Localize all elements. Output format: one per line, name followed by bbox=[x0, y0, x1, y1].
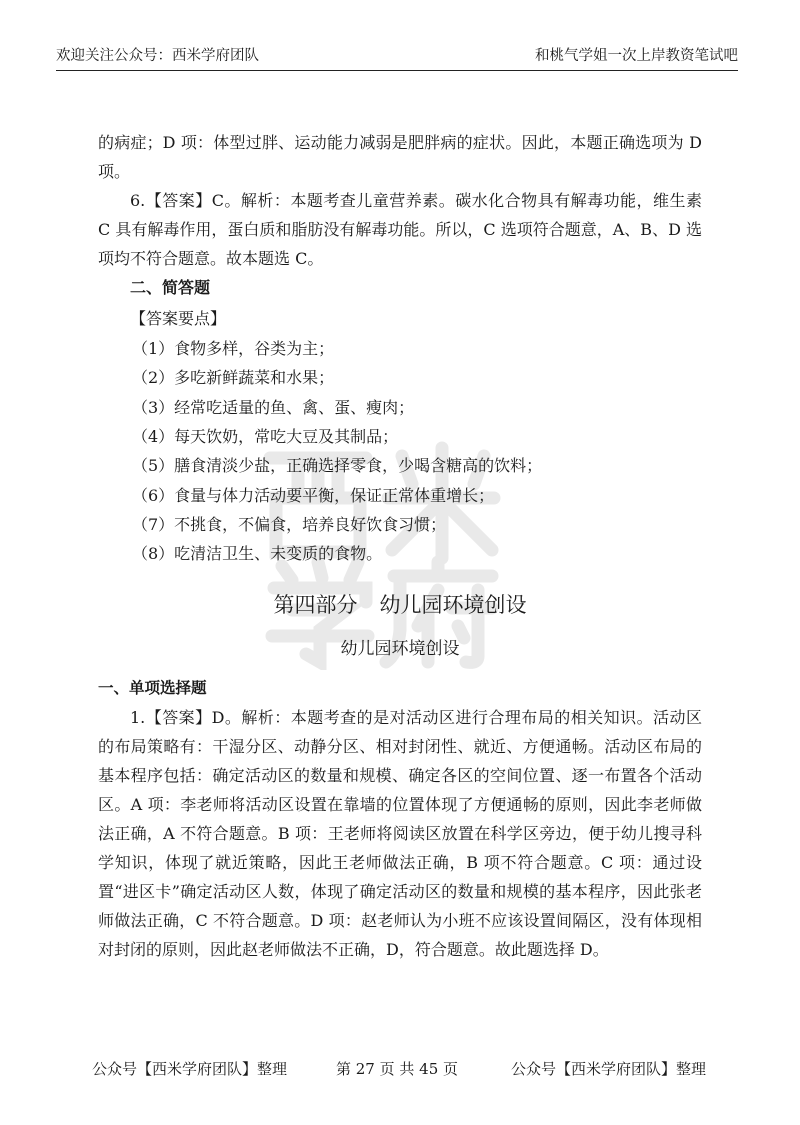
header-right-text: 和桃气学姐一次上岸教资笔试吧 bbox=[535, 48, 738, 64]
page-header bbox=[56, 46, 738, 71]
list-item: （5）膳食清淡少盐，正确选择零食，少喝含糖高的饮料； bbox=[132, 456, 543, 475]
footer-left-text: 公众号【西米学府团队】整理 bbox=[92, 1060, 288, 1078]
part-title bbox=[98, 590, 702, 620]
list-item: （1）食物多样，谷类为主； bbox=[132, 339, 335, 358]
header-left-text: 欢迎关注公众号：西米学府团队 bbox=[56, 48, 259, 64]
paragraph-continued: 的病症；D 项：体型过胖、运动能力减弱是肥胖病的症状。因此，本题正确选项为 D 项。 bbox=[98, 133, 702, 181]
chapter-subtitle: 幼儿园环境创设 bbox=[340, 639, 460, 659]
answer-6-paragraph: 6.【答案】C。解析：本题考查儿童营养素。碳水化合物具有解毒功能，维生素 C 具有解毒作用，蛋白质和脂肪没有解毒功能。所以，C 选项符合题意，A、B、D 选项均不符合题意。故本题选 C。 bbox=[98, 191, 702, 268]
answer-1-paragraph: 1.【答案】D。解析：本题考查的是对活动区进行合理布局的相关知识。活动区的布局策略有：干湿分区、动静分区、相对封闭性、就近、方便通畅。活动区布局的基本程序包括：确定活动区的数量和规模、确定各区的空间位置、逐一布置各个活动区。A 项：李老师将活动区设置在靠墙的位置体现了方便通畅的原则，因此李老师做法正确，A 不符合题意。B 项：王老师将阅读区放置在科学区旁边，便于幼儿搜寻科学知识，体现了就近策略，因此王老师做法正确，B 项不符合题意。C 项：通过设置“进区卡”确定活动区人数，体现了确定活动区的数量和规模的基本程序，因此张老师做法正确，C 不符合题意。D 项：赵老师认为小班不应该设置间隔区，没有体现相对封闭的原则，因此赵老师做法不正确，D，符合题意。故此题选择 D。 bbox=[98, 708, 702, 959]
page-number: 第 27 页 共 45 页 bbox=[336, 1060, 459, 1078]
answer-points-title: 【答案要点】 bbox=[130, 309, 227, 328]
list-item: （4）每天饮奶，常吃大豆及其制品； bbox=[132, 427, 399, 446]
list-item: （8）吃清洁卫生、未变质的食物。 bbox=[132, 544, 383, 563]
part-title-number: 第四部分 bbox=[273, 593, 358, 617]
section-single-choice-heading: 一、单项选择题 bbox=[98, 679, 207, 697]
list-item: （7）不挑食，不偏食，培养良好饮食习惯； bbox=[132, 515, 447, 534]
list-item: （3）经常吃适量的鱼、禽、蛋、瘦肉； bbox=[132, 398, 415, 417]
section-short-answer-heading: 二、简答题 bbox=[130, 278, 211, 297]
part-title-name: 幼儿园环境创设 bbox=[379, 593, 527, 617]
list-item: （6）食量与体力活动要平衡，保证正常体重增长； bbox=[132, 486, 495, 505]
list-item: （2）多吃新鲜蔬菜和水果； bbox=[132, 368, 335, 387]
footer-right-text: 公众号【西米学府团队】整理 bbox=[511, 1060, 707, 1078]
